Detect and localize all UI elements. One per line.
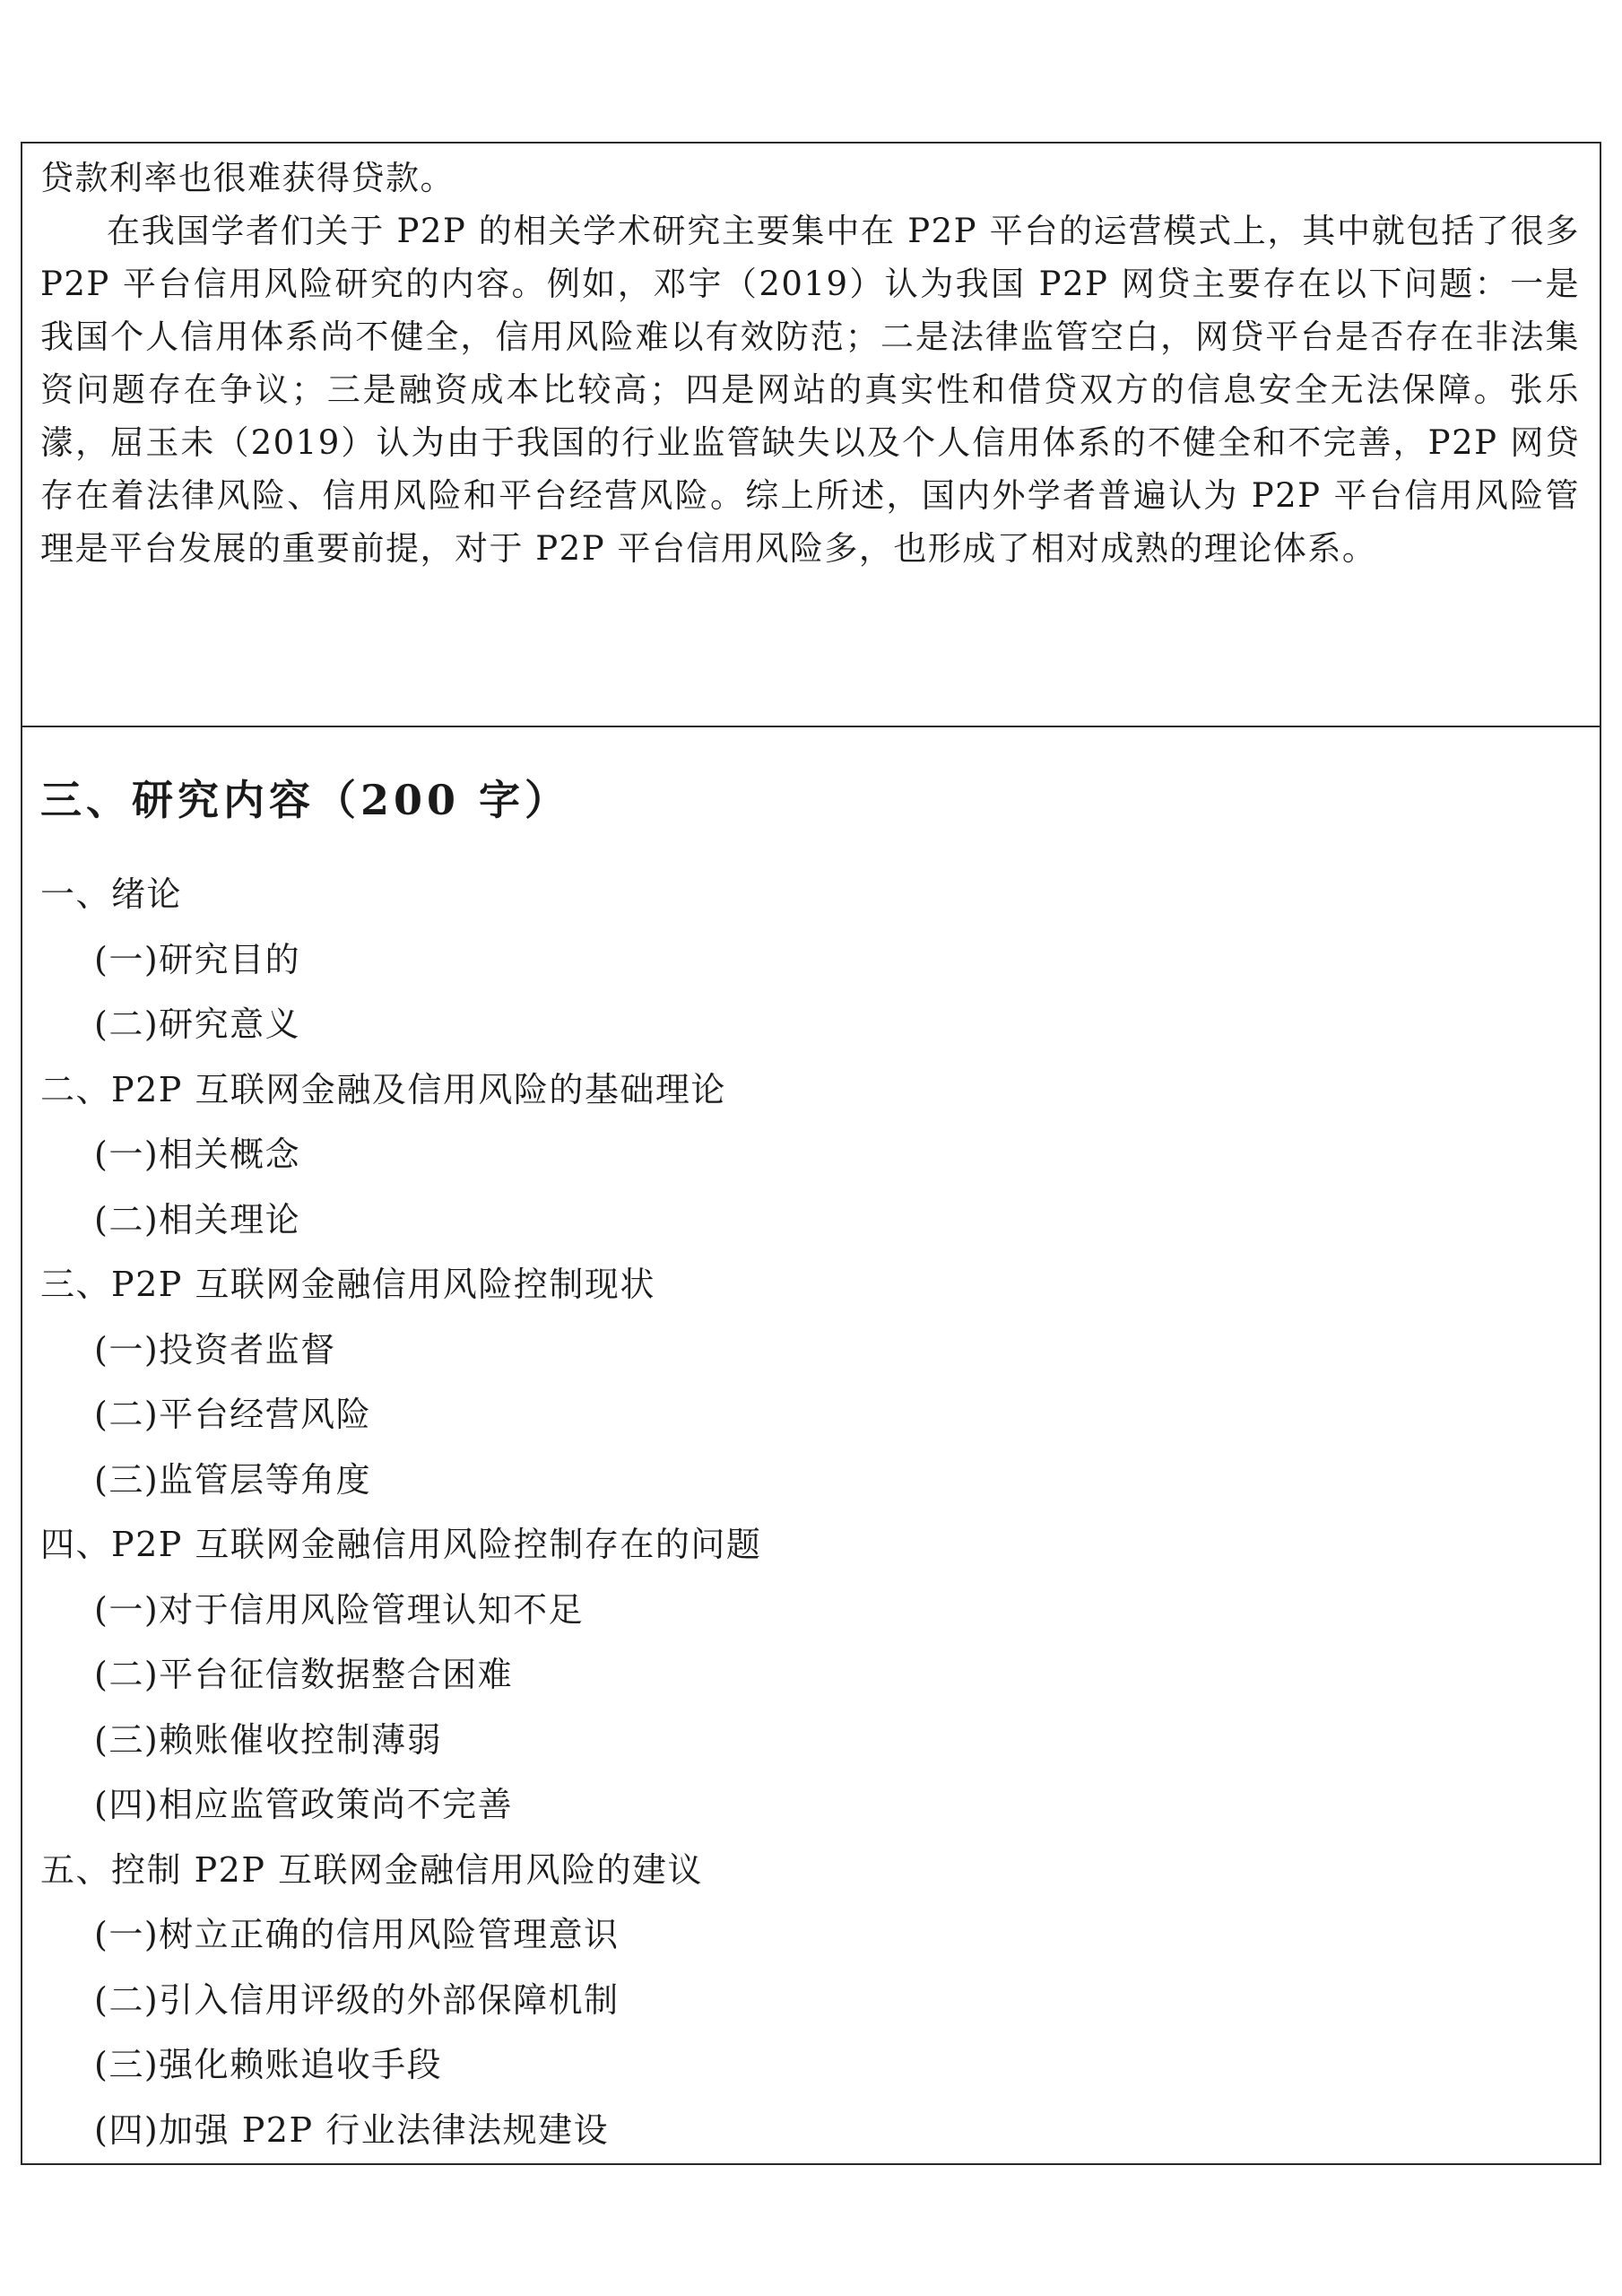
outline-subitem: (四)加强 P2P 行业法律法规建设	[94, 2109, 610, 2150]
outline-item: 四、P2P 互联网金融信用风险控制存在的问题	[40, 1525, 762, 1564]
outline-subitem: (一)研究目的	[94, 939, 301, 979]
outline-subitem: (四)相应监管政策尚不完善	[94, 1785, 514, 1824]
outline-subitem: (三)赖账催收控制薄弱	[94, 1719, 443, 1760]
outline-subitem: (一)相关概念	[94, 1135, 301, 1174]
research-outline	[40, 862, 1582, 2162]
outline-item: 一、绪论	[40, 874, 183, 914]
continuation-text: 贷款利率也很难获得贷款。	[40, 159, 455, 197]
outline-subitem: (二)研究意义	[94, 1004, 301, 1044]
outline-subitem: (一)对于信用风险管理认知不足	[94, 1589, 585, 1630]
outline-item: 五、控制 P2P 互联网金融信用风险的建议	[40, 1849, 703, 1890]
outline-subitem: (二)平台经营风险	[94, 1395, 372, 1434]
outline-item: 二、P2P 互联网金融及信用风险的基础理论	[40, 1069, 726, 1109]
outline-item: 三、P2P 互联网金融信用风险控制现状	[40, 1265, 655, 1304]
outline-subitem: (二)相关理论	[94, 1199, 301, 1239]
outline-subitem: (一)投资者监督	[94, 1329, 336, 1370]
literature-review-cell	[21, 142, 1601, 727]
research-content-cell	[21, 726, 1601, 2165]
outline-subitem: (一)树立正确的信用风险管理意识	[94, 1915, 620, 1954]
outline-subitem: (二)平台征信数据整合困难	[94, 1655, 514, 1694]
review-paragraph: 在我国学者们关于 P2P 的相关学术研究主要集中在 P2P 平台的运营模式上，其中就包括了很多 P2P 平台信用风险研究的内容。例如，邓宇（2019）认为我国 P2P 网贷主要存在以下问题：一是我国个人信用体系尚不健全，信用风险难以有效防范；二是法律监管空白，网贷平台是否存在非法集资问题存在争议；三是融资成本比较高；四是网站的真实性和借贷双方的信息安全无法保障。张乐濛，屈玉未（2019）认为由于我国的行业监管缺失以及个人信用体系的不健全和不完善，P2P 网贷存在着法律风险、信用风险和平台经营风险。综上所述，国内外学者普遍认为 P2P 平台信用风险管理是平台发展的重要前提，对于 P2P 平台信用风险多，也形成了相对成熟的理论体系。	[40, 212, 1580, 568]
outline-subitem: (二)引入信用评级的外部保障机制	[94, 1979, 620, 2020]
outline-subitem: (三)监管层等角度	[94, 1459, 372, 1500]
outline-subitem: (三)强化赖账追收手段	[94, 2045, 443, 2084]
section-heading: 三、研究内容（200 字）	[40, 776, 571, 824]
